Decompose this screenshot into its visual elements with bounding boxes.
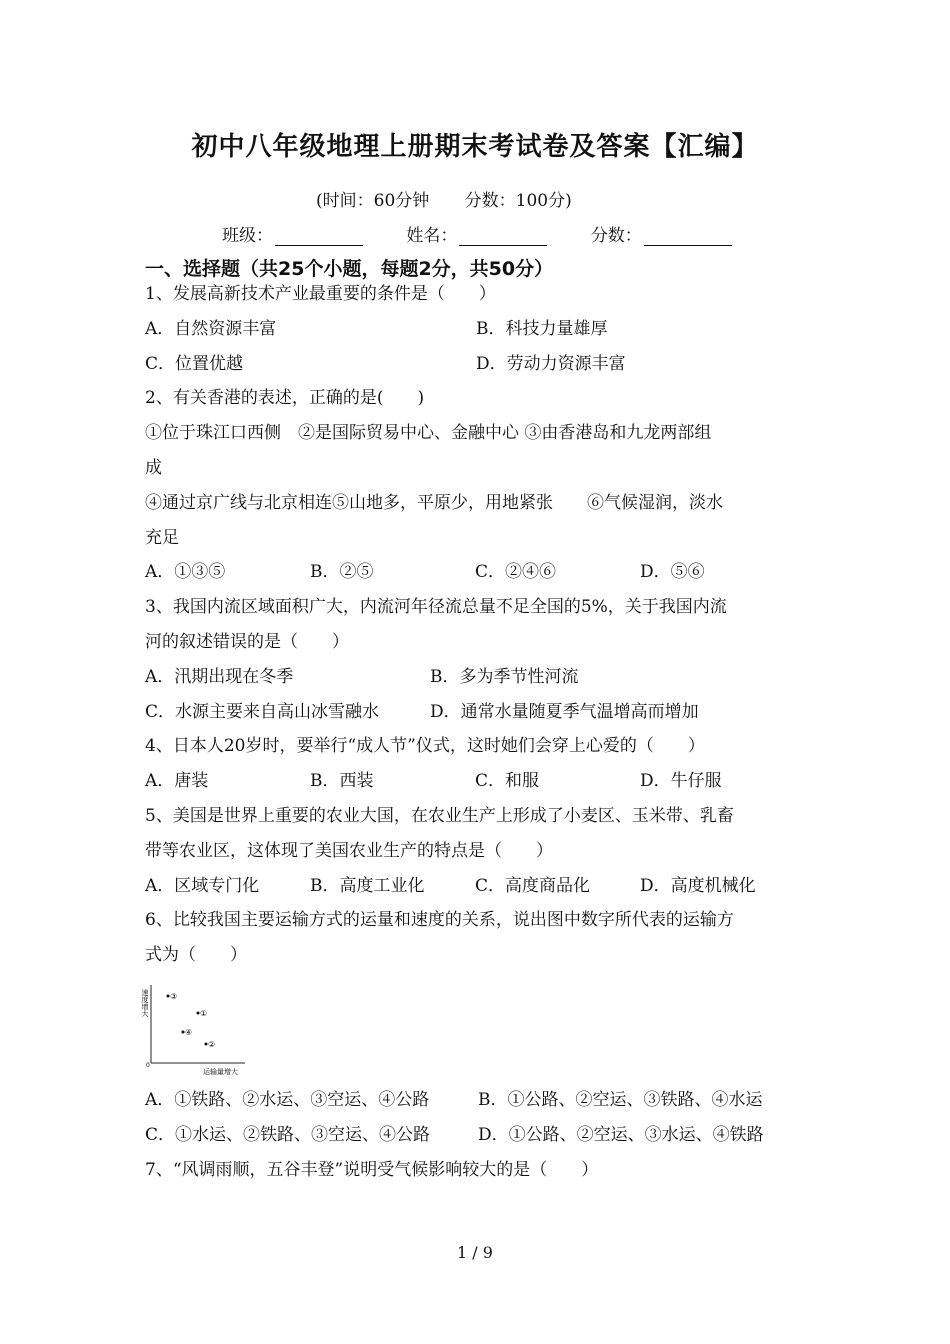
question-5-option-b: B．高度工业化 bbox=[310, 875, 425, 896]
point-2-label: ② bbox=[208, 1039, 216, 1049]
score-blank[interactable] bbox=[644, 229, 732, 246]
x-axis-label: 运输量增大 bbox=[203, 1067, 238, 1076]
question-5-option-c: C．高度商品化 bbox=[475, 875, 591, 896]
question-5-option-d: D．高度机械化 bbox=[640, 875, 756, 896]
class-field bbox=[222, 221, 363, 246]
section-heading: 一、选择题（共25个小题，每题2分，共50分） bbox=[145, 258, 554, 280]
question-3-options-row2 bbox=[145, 695, 815, 730]
question-2-option-a: A．①③⑤ bbox=[145, 562, 226, 583]
question-5-stem-line1: 5、美国是世界上重要的农业大国，在农业生产上形成了小麦区、玉米带、乳畜 bbox=[145, 805, 734, 826]
question-3-option-c: C．水源主要来自高山冰雪融水 bbox=[145, 701, 380, 722]
question-3-option-a: A．汛期出现在冬季 bbox=[145, 666, 294, 687]
question-6-stem-line2: 式为（ ） bbox=[145, 945, 247, 966]
question-2-option-b: B．②⑤ bbox=[310, 562, 374, 583]
exam-meta bbox=[316, 186, 602, 211]
question-6-option-b: B．①公路、②空运、③铁路、④水运 bbox=[478, 1089, 763, 1110]
exam-time: (时间：60分钟 bbox=[316, 191, 430, 211]
question-2-statement-line1: ①位于珠江口西侧 ②是国际贸易中心、金融中心 ③由香港岛和九龙两部组 bbox=[145, 423, 712, 444]
question-3-option-b: B．多为季节性河流 bbox=[430, 666, 579, 687]
question-5-option-a: A．区域专门化 bbox=[145, 875, 260, 896]
point-4-label: ④ bbox=[185, 1027, 193, 1037]
question-5-options bbox=[145, 869, 815, 904]
question-2-option-c: C．②④⑥ bbox=[475, 562, 557, 583]
question-2-option-d: D．⑤⑥ bbox=[640, 562, 705, 583]
question-6-options-row1 bbox=[145, 1083, 815, 1118]
question-1-option-d: D．劳动力资源丰富 bbox=[476, 353, 626, 374]
question-list bbox=[141, 277, 815, 1187]
origin-label: 0 bbox=[146, 1061, 150, 1069]
score-label: 分数： bbox=[590, 226, 642, 246]
exam-total-score: 分数：100分) bbox=[464, 191, 572, 211]
question-1-option-b: B．科技力量雄厚 bbox=[476, 318, 608, 339]
student-info bbox=[222, 221, 770, 246]
question-6-stem-line1: 6、比较我国主要运输方式的运量和速度的关系，说出图中数字所代表的运输方 bbox=[145, 910, 734, 931]
question-3-stem-line2: 河的叙述错误的是（ ） bbox=[145, 631, 349, 652]
question-2-statement-line2: 成 bbox=[145, 457, 162, 478]
point-1-label: ① bbox=[200, 1008, 208, 1018]
question-1-stem: 1、发展高新技术产业最重要的条件是（ ） bbox=[145, 284, 496, 304]
question-1-option-c: C．位置优越 bbox=[145, 353, 244, 374]
question-4-option-b: B．西装 bbox=[310, 771, 374, 792]
question-3-option-d: D．通常水量随夏季气温增高而增加 bbox=[430, 701, 699, 722]
name-field bbox=[406, 221, 547, 246]
name-label: 姓名： bbox=[406, 226, 458, 246]
class-label: 班级： bbox=[222, 226, 273, 246]
score-field bbox=[591, 221, 732, 246]
question-3-stem-line1: 3、我国内流区域面积广大，内流河年径流总量不足全国的5%，关于我国内流 bbox=[145, 597, 727, 618]
question-6-option-c: C．①水运、②铁路、③空运、④公路 bbox=[145, 1124, 431, 1145]
transport-figure-svg bbox=[141, 981, 249, 1077]
question-3-options-row1 bbox=[145, 660, 815, 695]
question-1-options-row1 bbox=[145, 312, 815, 347]
question-6-option-d: D．①公路、②空运、③水运、④铁路 bbox=[478, 1124, 764, 1145]
question-4-options bbox=[145, 764, 815, 799]
question-4-option-c: C．和服 bbox=[475, 771, 540, 792]
question-2-options bbox=[145, 555, 815, 590]
question-2-statement-line4: 充足 bbox=[145, 527, 179, 548]
question-2-statement-line3: ④通过京广线与北京相连⑤山地多，平原少，用地紧张 ⑥气候湿润，淡水 bbox=[145, 492, 723, 513]
page-title: 初中八年级地理上册期末考试卷及答案【汇编】 bbox=[191, 132, 759, 162]
question-4-option-d: D．牛仔服 bbox=[640, 771, 722, 792]
y-axis-label: 速度增大 bbox=[141, 988, 149, 1017]
page-number: 1 / 9 bbox=[457, 1243, 493, 1262]
question-1-option-a: A．自然资源丰富 bbox=[145, 318, 277, 339]
name-blank[interactable] bbox=[459, 229, 547, 246]
question-1-options-row2 bbox=[145, 347, 815, 382]
question-7-stem: 7、“风调雨顺，五谷丰登”说明受气候影响较大的是（ ） bbox=[145, 1159, 599, 1180]
question-5-stem-line2: 带等农业区，这体现了美国农业生产的特点是（ ） bbox=[145, 840, 553, 861]
transport-figure bbox=[141, 981, 249, 1077]
question-6-option-a: A．①铁路、②水运、③空运、④公路 bbox=[145, 1089, 430, 1110]
question-4-option-a: A．唐装 bbox=[145, 771, 209, 792]
class-blank[interactable] bbox=[275, 229, 363, 246]
question-6-options-row2 bbox=[145, 1118, 815, 1153]
point-3-label: ③ bbox=[170, 991, 178, 1001]
question-4-stem: 4、日本人20岁时，要举行“成人节”仪式，这时她们会穿上心爱的（ ） bbox=[145, 736, 705, 757]
question-2-stem: 2、有关香港的表述，正确的是( ) bbox=[145, 388, 425, 409]
